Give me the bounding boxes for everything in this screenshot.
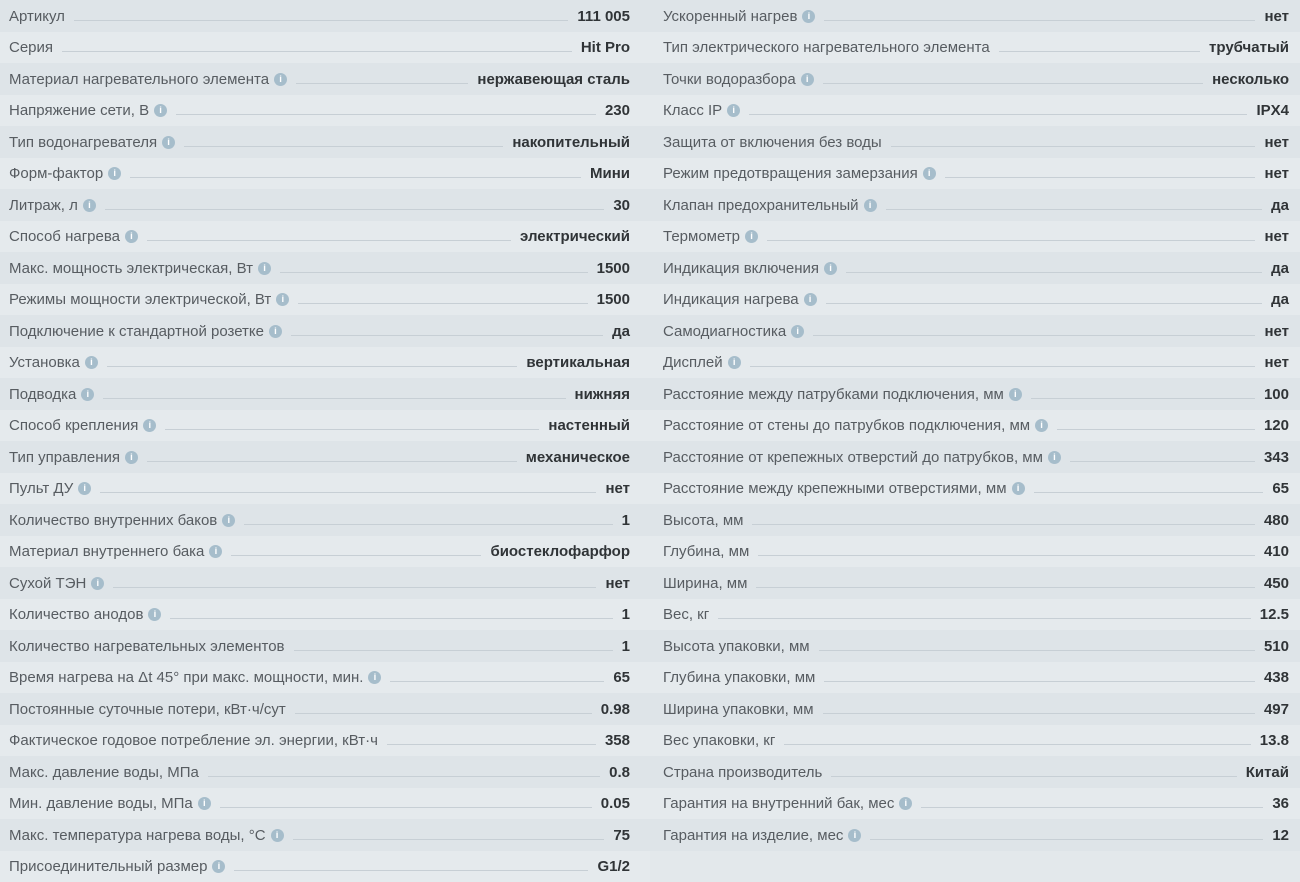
spec-value: несколько [1212, 70, 1289, 88]
spec-value: 497 [1263, 700, 1289, 718]
spec-label: Индикация включения [663, 259, 820, 277]
spec-label: Защита от включения без воды [663, 133, 882, 151]
spec-value: 30 [613, 196, 630, 214]
spec-row [0, 819, 650, 851]
spec-label: Ширина, мм [663, 574, 748, 592]
spec-value: механическое [525, 448, 630, 466]
spec-value: 1 [621, 637, 630, 655]
spec-row [650, 473, 1300, 505]
spec-value: 230 [604, 102, 630, 119]
dotted-leader [231, 555, 481, 556]
dotted-leader [767, 240, 1255, 241]
info-icon[interactable]: i [802, 10, 815, 23]
dotted-leader [113, 587, 596, 588]
spec-value: нет [1264, 7, 1289, 25]
info-icon[interactable]: i [269, 325, 282, 338]
spec-row [650, 756, 1300, 788]
spec-label: Литраж, л [9, 196, 78, 214]
dotted-leader [147, 461, 517, 462]
spec-value: 65 [1272, 480, 1289, 497]
spec-value: нержавеющая сталь [477, 70, 630, 88]
spec-label: Глубина, мм [663, 543, 750, 560]
dotted-leader [784, 744, 1250, 745]
spec-value: нет [1264, 133, 1289, 151]
info-icon[interactable]: i [745, 230, 758, 243]
dotted-leader [752, 524, 1254, 525]
spec-value: 0.8 [609, 763, 630, 781]
spec-row [0, 504, 650, 536]
spec-value: биостеклофарфор [490, 543, 630, 560]
spec-value: да [1271, 291, 1289, 308]
dotted-leader [100, 492, 596, 493]
dotted-leader [294, 650, 613, 651]
spec-row [0, 410, 650, 442]
info-icon[interactable]: i [222, 514, 235, 527]
info-icon[interactable]: i [923, 167, 936, 180]
spec-value: 120 [1263, 417, 1289, 434]
dotted-leader [824, 20, 1255, 21]
spec-row [650, 693, 1300, 725]
dotted-leader [870, 839, 1263, 840]
info-icon[interactable]: i [85, 356, 98, 369]
spec-label: Сухой ТЭН [9, 574, 87, 592]
spec-value: вертикальная [526, 354, 630, 371]
info-icon[interactable]: i [212, 860, 225, 873]
dotted-leader [823, 83, 1203, 84]
spec-value: 358 [604, 732, 630, 749]
spec-label: Расстояние от крепежных отверстий до патрубков, мм [663, 448, 1043, 466]
spec-row [0, 662, 650, 694]
spec-label: Высота упаковки, мм [663, 637, 810, 655]
dotted-leader [891, 146, 1256, 147]
spec-value: 1500 [596, 259, 630, 277]
dotted-leader [291, 335, 603, 336]
info-icon[interactable]: i [162, 136, 175, 149]
spec-label: Самодиагностика [663, 322, 787, 340]
dotted-leader [165, 429, 539, 430]
spec-value: 480 [1263, 511, 1289, 529]
dotted-leader [184, 146, 503, 147]
dotted-leader [921, 807, 1263, 808]
info-icon[interactable]: i [91, 577, 104, 590]
spec-label: Ускоренный нагрев [663, 7, 798, 25]
dotted-leader [756, 587, 1255, 588]
spec-row [0, 788, 650, 820]
spec-value: нижняя [574, 385, 630, 403]
spec-value: 0.98 [600, 700, 630, 718]
dotted-leader [296, 83, 468, 84]
dotted-leader [130, 177, 581, 178]
dotted-leader [244, 524, 612, 525]
spec-label: Страна производитель [663, 763, 823, 781]
spec-value: 75 [613, 826, 630, 844]
info-icon[interactable]: i [148, 608, 161, 621]
info-icon[interactable]: i [81, 388, 94, 401]
spec-value: 111 005 [577, 7, 630, 25]
dotted-leader [846, 272, 1262, 273]
spec-value: 1 [621, 606, 630, 623]
spec-label: Подключение к стандартной розетке [9, 322, 264, 340]
spec-row [650, 189, 1300, 221]
info-icon[interactable]: i [864, 199, 877, 212]
spec-row [650, 788, 1300, 820]
spec-label: Расстояние от стены до патрубков подключения, мм [663, 417, 1031, 434]
spec-value: да [1271, 259, 1289, 277]
dotted-leader [147, 240, 511, 241]
spec-label: Тип электрического нагревательного элемента [663, 39, 990, 56]
spec-row [650, 63, 1300, 95]
spec-value: Китай [1245, 763, 1289, 781]
dotted-leader [170, 618, 612, 619]
spec-row [650, 630, 1300, 662]
spec-value: 12.5 [1259, 606, 1289, 623]
spec-row [650, 819, 1300, 851]
dotted-leader [208, 776, 600, 777]
dotted-leader [750, 366, 1256, 367]
dotted-leader [824, 681, 1255, 682]
spec-value: G1/2 [597, 858, 630, 875]
info-icon[interactable]: i [258, 262, 271, 275]
spec-row [0, 441, 650, 473]
spec-value: 510 [1263, 637, 1289, 655]
spec-label: Артикул [9, 7, 65, 25]
spec-value: нет [1264, 165, 1289, 182]
dotted-leader [826, 303, 1263, 304]
spec-value: электрический [520, 228, 630, 245]
dotted-leader [813, 335, 1255, 336]
spec-label: Точки водоразбора [663, 70, 796, 88]
dotted-leader [1034, 492, 1264, 493]
spec-row [0, 126, 650, 158]
spec-value: Hit Pro [580, 39, 630, 56]
spec-value: накопительный [512, 133, 630, 151]
spec-value: нет [1264, 322, 1289, 340]
spec-label: Макс. температура нагрева воды, °С [9, 826, 266, 844]
spec-label: Тип управления [9, 448, 120, 466]
spec-label: Материал внутреннего бака [9, 543, 205, 560]
spec-label: Количество внутренних баков [9, 511, 218, 529]
spec-value: настенный [548, 417, 630, 434]
dotted-leader [886, 209, 1263, 210]
spec-row [0, 693, 650, 725]
spec-label: Материал нагревательного элемента [9, 70, 270, 88]
spec-value: нет [1264, 228, 1289, 245]
dotted-leader [831, 776, 1236, 777]
spec-row [0, 284, 650, 316]
spec-row [650, 95, 1300, 127]
dotted-leader [103, 398, 565, 399]
spec-row [650, 567, 1300, 599]
spec-label: Режим предотвращения замерзания [663, 165, 918, 182]
spec-value: нет [605, 574, 630, 592]
spec-label: Макс. давление воды, МПа [9, 763, 199, 781]
spec-label: Время нагрева на Δt 45° при макс. мощности, мин. [9, 669, 364, 686]
spec-row [650, 504, 1300, 536]
info-icon[interactable]: i [1012, 482, 1025, 495]
spec-label: Форм-фактор [9, 165, 104, 182]
spec-label: Вес упаковки, кг [663, 732, 776, 749]
spec-value: да [612, 322, 630, 340]
spec-row [650, 441, 1300, 473]
info-icon[interactable]: i [125, 230, 138, 243]
spec-row [0, 725, 650, 757]
dotted-leader [234, 870, 588, 871]
spec-value: 450 [1263, 574, 1289, 592]
spec-row [650, 158, 1300, 190]
dotted-leader [945, 177, 1256, 178]
spec-label: Макс. мощность электрическая, Вт [9, 259, 254, 277]
spec-row [650, 725, 1300, 757]
spec-row [650, 599, 1300, 631]
dotted-leader [107, 366, 517, 367]
spec-label: Напряжение сети, В [9, 102, 150, 119]
dotted-leader [387, 744, 596, 745]
info-icon[interactable]: i [198, 797, 211, 810]
spec-row [0, 315, 650, 347]
dotted-leader [758, 555, 1255, 556]
spec-value: 100 [1263, 385, 1289, 403]
spec-value: IPX4 [1256, 102, 1289, 119]
info-icon[interactable]: i [78, 482, 91, 495]
dotted-leader [1031, 398, 1255, 399]
spec-row [650, 378, 1300, 410]
spec-value: 0.05 [600, 795, 630, 812]
spec-row [650, 126, 1300, 158]
spec-label: Ширина упаковки, мм [663, 700, 814, 718]
spec-row [0, 756, 650, 788]
spec-row [650, 284, 1300, 316]
info-icon[interactable]: i [108, 167, 121, 180]
spec-value: нет [1264, 354, 1289, 371]
spec-label: Установка [9, 354, 80, 371]
spec-row [0, 0, 650, 32]
dotted-leader [1070, 461, 1255, 462]
spec-label: Расстояние между крепежными отверстиями, мм [663, 480, 1007, 497]
spec-row [0, 189, 650, 221]
spec-value: Мини [590, 165, 630, 182]
info-icon[interactable]: i [1009, 388, 1022, 401]
info-icon[interactable]: i [209, 545, 222, 558]
info-icon[interactable]: i [368, 671, 381, 684]
info-icon[interactable]: i [791, 325, 804, 338]
spec-value: 13.8 [1259, 732, 1289, 749]
spec-label: Количество анодов [9, 606, 144, 623]
info-icon[interactable]: i [271, 829, 284, 842]
dotted-leader [823, 713, 1255, 714]
spec-value: 410 [1263, 543, 1289, 560]
spec-label: Режимы мощности электрической, Вт [9, 291, 272, 308]
spec-row [0, 347, 650, 379]
spec-label: Пульт ДУ [9, 480, 74, 497]
spec-row [650, 315, 1300, 347]
spec-row [0, 567, 650, 599]
spec-label: Тип водонагревателя [9, 133, 158, 151]
spec-row [650, 0, 1300, 32]
dotted-leader [293, 839, 605, 840]
spec-row [0, 158, 650, 190]
info-icon[interactable]: i [727, 104, 740, 117]
spec-row [0, 851, 650, 882]
dotted-leader [999, 51, 1200, 52]
spec-row [0, 32, 650, 64]
spec-row [0, 252, 650, 284]
spec-label: Высота, мм [663, 511, 744, 529]
spec-value: 343 [1263, 448, 1289, 466]
spec-row [0, 63, 650, 95]
info-icon[interactable]: i [274, 73, 287, 86]
spec-value: нет [605, 480, 630, 497]
spec-row [650, 347, 1300, 379]
spec-label: Глубина упаковки, мм [663, 669, 816, 686]
dotted-leader [220, 807, 592, 808]
dotted-leader [105, 209, 604, 210]
spec-value: трубчатый [1209, 39, 1289, 56]
spec-label: Термометр [663, 228, 741, 245]
spec-row [0, 599, 650, 631]
info-icon[interactable]: i [728, 356, 741, 369]
dotted-leader [280, 272, 588, 273]
spec-label: Присоединительный размер [9, 858, 208, 875]
info-icon[interactable]: i [276, 293, 289, 306]
dotted-leader [176, 114, 596, 115]
spec-label: Подводка [9, 385, 77, 403]
spec-label: Гарантия на внутренний бак, мес [663, 795, 895, 812]
info-icon[interactable]: i [804, 293, 817, 306]
spec-label: Количество нагревательных элементов [9, 637, 285, 655]
dotted-leader [298, 303, 587, 304]
spec-label: Серия [9, 39, 54, 56]
info-icon[interactable]: i [824, 262, 837, 275]
spec-label: Класс IP [663, 102, 723, 119]
info-icon[interactable]: i [848, 829, 861, 842]
spec-label: Вес, кг [663, 606, 710, 623]
spec-value: 1500 [596, 291, 630, 308]
dotted-leader [295, 713, 592, 714]
spec-row [0, 630, 650, 662]
spec-row [650, 32, 1300, 64]
spec-row [650, 221, 1300, 253]
dotted-leader [819, 650, 1255, 651]
spec-label: Фактическое годовое потребление эл. энергии, кВт·ч [9, 732, 378, 749]
info-icon[interactable]: i [83, 199, 96, 212]
spec-column-right [650, 0, 1300, 882]
info-icon[interactable]: i [1048, 451, 1061, 464]
spec-label: Гарантия на изделие, мес [663, 826, 844, 844]
spec-row [0, 473, 650, 505]
spec-value: 438 [1263, 669, 1289, 686]
spec-label: Мин. давление воды, МПа [9, 795, 193, 812]
spec-row [0, 95, 650, 127]
spec-value: да [1271, 196, 1289, 214]
info-icon[interactable]: i [1035, 419, 1048, 432]
spec-value: 36 [1272, 795, 1289, 812]
spec-label: Индикация нагрева [663, 291, 799, 308]
spec-label: Клапан предохранительный [663, 196, 859, 214]
dotted-leader [1057, 429, 1255, 430]
spec-row [0, 536, 650, 568]
dotted-leader [74, 20, 569, 21]
spec-row [0, 221, 650, 253]
spec-value: 65 [613, 669, 630, 686]
dotted-leader [62, 51, 572, 52]
info-icon[interactable]: i [125, 451, 138, 464]
dotted-leader [718, 618, 1251, 619]
spec-label: Способ нагрева [9, 228, 120, 245]
spec-row [650, 536, 1300, 568]
spec-value: 12 [1272, 826, 1289, 844]
spec-row [0, 378, 650, 410]
spec-label: Способ крепления [9, 417, 139, 434]
spec-label: Расстояние между патрубками подключения, мм [663, 385, 1004, 403]
info-icon[interactable]: i [899, 797, 912, 810]
spec-row [650, 410, 1300, 442]
spec-row [650, 662, 1300, 694]
dotted-leader [749, 114, 1247, 115]
spec-value: 1 [621, 511, 630, 529]
spec-label: Постоянные суточные потери, кВт·ч/сут [9, 700, 286, 718]
info-icon[interactable]: i [154, 104, 167, 117]
info-icon[interactable]: i [801, 73, 814, 86]
info-icon[interactable]: i [143, 419, 156, 432]
dotted-leader [390, 681, 604, 682]
spec-row [650, 252, 1300, 284]
spec-label: Дисплей [663, 354, 723, 371]
